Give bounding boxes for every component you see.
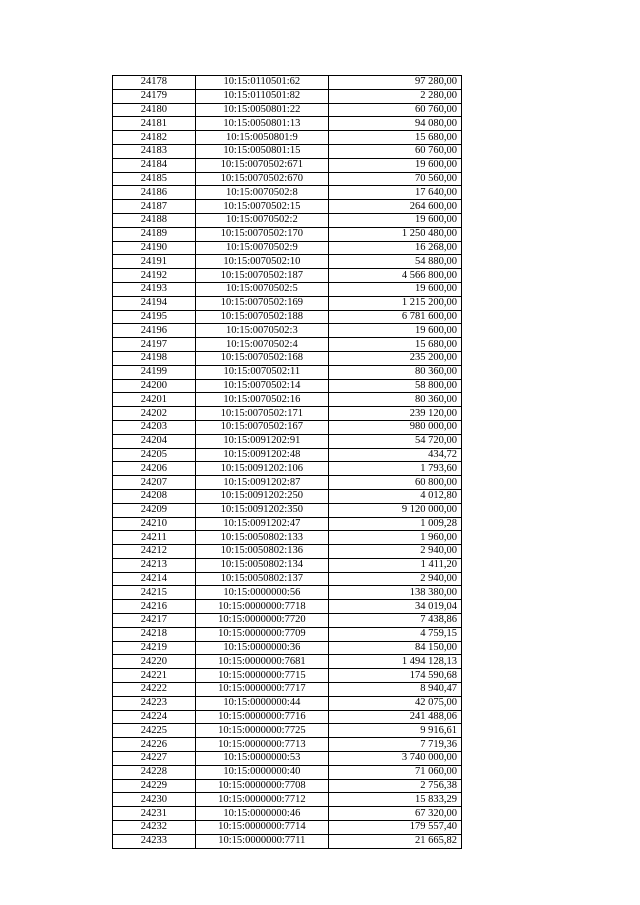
table-row [113, 807, 462, 821]
table-row [113, 158, 462, 172]
table-row [113, 117, 462, 131]
amount-cell: 54 880,00 [328, 255, 461, 269]
row-number-cell: 24191 [113, 255, 196, 269]
cadastral-number-cell: 10:15:0000000:46 [195, 807, 328, 821]
amount-cell: 15 680,00 [328, 338, 461, 352]
row-number-cell: 24211 [113, 531, 196, 545]
cadastral-number-cell: 10:15:0050802:136 [195, 545, 328, 559]
row-number-cell: 24212 [113, 545, 196, 559]
table-row [113, 213, 462, 227]
row-number-cell: 24227 [113, 752, 196, 766]
cadastral-value-table [112, 75, 462, 849]
amount-cell: 80 360,00 [328, 393, 461, 407]
row-number-cell: 24207 [113, 476, 196, 490]
cadastral-number-cell: 10:15:0091202:48 [195, 448, 328, 462]
row-number-cell: 24188 [113, 213, 196, 227]
row-number-cell: 24228 [113, 765, 196, 779]
amount-cell: 58 800,00 [328, 379, 461, 393]
table-row [113, 338, 462, 352]
table-row [113, 503, 462, 517]
table-row [113, 489, 462, 503]
table-row [113, 282, 462, 296]
row-number-cell: 24205 [113, 448, 196, 462]
table-row [113, 269, 462, 283]
cadastral-number-cell: 10:15:0000000:7714 [195, 821, 328, 835]
table-row [113, 821, 462, 835]
row-number-cell: 24180 [113, 103, 196, 117]
table-row [113, 241, 462, 255]
cadastral-number-cell: 10:15:0000000:7718 [195, 600, 328, 614]
amount-cell: 15 833,29 [328, 793, 461, 807]
cadastral-number-cell: 10:15:0070502:11 [195, 365, 328, 379]
amount-cell: 19 600,00 [328, 158, 461, 172]
row-number-cell: 24181 [113, 117, 196, 131]
cadastral-number-cell: 10:15:0050802:137 [195, 572, 328, 586]
amount-cell: 19 600,00 [328, 213, 461, 227]
amount-cell: 1 411,20 [328, 558, 461, 572]
table-row [113, 324, 462, 338]
table-row [113, 393, 462, 407]
row-number-cell: 24196 [113, 324, 196, 338]
cadastral-number-cell: 10:15:0070502:171 [195, 407, 328, 421]
table-row [113, 614, 462, 628]
amount-cell: 8 940,47 [328, 683, 461, 697]
row-number-cell: 24186 [113, 186, 196, 200]
table-row [113, 738, 462, 752]
table-row [113, 296, 462, 310]
table-row [113, 545, 462, 559]
row-number-cell: 24204 [113, 434, 196, 448]
cadastral-number-cell: 10:15:0070502:10 [195, 255, 328, 269]
cadastral-number-cell: 10:15:0091202:250 [195, 489, 328, 503]
row-number-cell: 24182 [113, 131, 196, 145]
amount-cell: 174 590,68 [328, 669, 461, 683]
row-number-cell: 24213 [113, 558, 196, 572]
table-row [113, 227, 462, 241]
row-number-cell: 24209 [113, 503, 196, 517]
table-row [113, 627, 462, 641]
row-number-cell: 24193 [113, 282, 196, 296]
table-row [113, 586, 462, 600]
cadastral-number-cell: 10:15:0050802:133 [195, 531, 328, 545]
row-number-cell: 24226 [113, 738, 196, 752]
table-row [113, 103, 462, 117]
row-number-cell: 24230 [113, 793, 196, 807]
cadastral-number-cell: 10:15:0070502:187 [195, 269, 328, 283]
table-row [113, 351, 462, 365]
amount-cell: 9 120 000,00 [328, 503, 461, 517]
table-row [113, 476, 462, 490]
row-number-cell: 24223 [113, 696, 196, 710]
row-number-cell: 24217 [113, 614, 196, 628]
cadastral-number-cell: 10:15:0000000:36 [195, 641, 328, 655]
table-row [113, 669, 462, 683]
row-number-cell: 24195 [113, 310, 196, 324]
table-row [113, 558, 462, 572]
amount-cell: 19 600,00 [328, 282, 461, 296]
cadastral-number-cell: 10:15:0070502:5 [195, 282, 328, 296]
cadastral-number-cell: 10:15:0000000:7715 [195, 669, 328, 683]
table-row [113, 834, 462, 848]
amount-cell: 34 019,04 [328, 600, 461, 614]
row-number-cell: 24194 [113, 296, 196, 310]
table-row [113, 434, 462, 448]
row-number-cell: 24231 [113, 807, 196, 821]
amount-cell: 264 600,00 [328, 200, 461, 214]
amount-cell: 60 800,00 [328, 476, 461, 490]
table-row [113, 365, 462, 379]
amount-cell: 60 760,00 [328, 103, 461, 117]
table-row [113, 531, 462, 545]
cadastral-number-cell: 10:15:0091202:350 [195, 503, 328, 517]
amount-cell: 21 665,82 [328, 834, 461, 848]
row-number-cell: 24185 [113, 172, 196, 186]
amount-cell: 97 280,00 [328, 76, 461, 90]
amount-cell: 4 566 800,00 [328, 269, 461, 283]
row-number-cell: 24225 [113, 724, 196, 738]
amount-cell: 1 009,28 [328, 517, 461, 531]
table-row [113, 793, 462, 807]
row-number-cell: 24199 [113, 365, 196, 379]
cadastral-number-cell: 10:15:0091202:106 [195, 462, 328, 476]
cadastral-number-cell: 10:15:0070502:3 [195, 324, 328, 338]
table-row [113, 752, 462, 766]
cadastral-number-cell: 10:15:0070502:671 [195, 158, 328, 172]
amount-cell: 6 781 600,00 [328, 310, 461, 324]
cadastral-number-cell: 10:15:0091202:47 [195, 517, 328, 531]
cadastral-number-cell: 10:15:0070502:670 [195, 172, 328, 186]
row-number-cell: 24187 [113, 200, 196, 214]
amount-cell: 138 380,00 [328, 586, 461, 600]
table-body [113, 76, 462, 849]
amount-cell: 54 720,00 [328, 434, 461, 448]
table-row [113, 200, 462, 214]
table-row [113, 724, 462, 738]
row-number-cell: 24202 [113, 407, 196, 421]
amount-cell: 16 268,00 [328, 241, 461, 255]
amount-cell: 7 719,36 [328, 738, 461, 752]
row-number-cell: 24197 [113, 338, 196, 352]
table-row [113, 255, 462, 269]
row-number-cell: 24221 [113, 669, 196, 683]
amount-cell: 67 320,00 [328, 807, 461, 821]
amount-cell: 94 080,00 [328, 117, 461, 131]
cadastral-number-cell: 10:15:0000000:56 [195, 586, 328, 600]
amount-cell: 1 215 200,00 [328, 296, 461, 310]
cadastral-number-cell: 10:15:0070502:9 [195, 241, 328, 255]
table-row [113, 131, 462, 145]
table-row [113, 462, 462, 476]
row-number-cell: 24224 [113, 710, 196, 724]
amount-cell: 1 250 480,00 [328, 227, 461, 241]
amount-cell: 2 940,00 [328, 572, 461, 586]
row-number-cell: 24208 [113, 489, 196, 503]
cadastral-number-cell: 10:15:0050801:9 [195, 131, 328, 145]
cadastral-number-cell: 10:15:0070502:167 [195, 420, 328, 434]
row-number-cell: 24222 [113, 683, 196, 697]
cadastral-number-cell: 10:15:0000000:7716 [195, 710, 328, 724]
amount-cell: 179 557,40 [328, 821, 461, 835]
amount-cell: 1 960,00 [328, 531, 461, 545]
row-number-cell: 24201 [113, 393, 196, 407]
amount-cell: 15 680,00 [328, 131, 461, 145]
table-row [113, 779, 462, 793]
cadastral-number-cell: 10:15:0000000:7725 [195, 724, 328, 738]
table-row [113, 144, 462, 158]
amount-cell: 71 060,00 [328, 765, 461, 779]
amount-cell: 84 150,00 [328, 641, 461, 655]
table-row [113, 765, 462, 779]
cadastral-number-cell: 10:15:0070502:168 [195, 351, 328, 365]
row-number-cell: 24203 [113, 420, 196, 434]
row-number-cell: 24233 [113, 834, 196, 848]
row-number-cell: 24210 [113, 517, 196, 531]
amount-cell: 434,72 [328, 448, 461, 462]
amount-cell: 235 200,00 [328, 351, 461, 365]
amount-cell: 42 075,00 [328, 696, 461, 710]
cadastral-number-cell: 10:15:0110501:62 [195, 76, 328, 90]
cadastral-number-cell: 10:15:0070502:2 [195, 213, 328, 227]
amount-cell: 2 940,00 [328, 545, 461, 559]
table-row [113, 683, 462, 697]
cadastral-number-cell: 10:15:0000000:7681 [195, 655, 328, 669]
cadastral-number-cell: 10:15:0110501:82 [195, 89, 328, 103]
table-row [113, 641, 462, 655]
table-row [113, 710, 462, 724]
row-number-cell: 24215 [113, 586, 196, 600]
amount-cell: 9 916,61 [328, 724, 461, 738]
table-row [113, 696, 462, 710]
cadastral-number-cell: 10:15:0050801:22 [195, 103, 328, 117]
row-number-cell: 24184 [113, 158, 196, 172]
table-row [113, 420, 462, 434]
amount-cell: 17 640,00 [328, 186, 461, 200]
cadastral-number-cell: 10:15:0070502:8 [195, 186, 328, 200]
amount-cell: 4 012,80 [328, 489, 461, 503]
amount-cell: 19 600,00 [328, 324, 461, 338]
row-number-cell: 24178 [113, 76, 196, 90]
amount-cell: 980 000,00 [328, 420, 461, 434]
row-number-cell: 24189 [113, 227, 196, 241]
cadastral-number-cell: 10:15:0070502:15 [195, 200, 328, 214]
cadastral-number-cell: 10:15:0000000:40 [195, 765, 328, 779]
table-row [113, 379, 462, 393]
cadastral-number-cell: 10:15:0070502:170 [195, 227, 328, 241]
row-number-cell: 24220 [113, 655, 196, 669]
amount-cell: 3 740 000,00 [328, 752, 461, 766]
row-number-cell: 24192 [113, 269, 196, 283]
row-number-cell: 24206 [113, 462, 196, 476]
cadastral-number-cell: 10:15:0070502:169 [195, 296, 328, 310]
amount-cell: 7 438,86 [328, 614, 461, 628]
cadastral-number-cell: 10:15:0070502:16 [195, 393, 328, 407]
row-number-cell: 24190 [113, 241, 196, 255]
amount-cell: 60 760,00 [328, 144, 461, 158]
cadastral-number-cell: 10:15:0091202:91 [195, 434, 328, 448]
cadastral-number-cell: 10:15:0000000:44 [195, 696, 328, 710]
table-row [113, 600, 462, 614]
amount-cell: 4 759,15 [328, 627, 461, 641]
row-number-cell: 24216 [113, 600, 196, 614]
table-row [113, 517, 462, 531]
table-row [113, 572, 462, 586]
row-number-cell: 24229 [113, 779, 196, 793]
table-row [113, 310, 462, 324]
table-row [113, 186, 462, 200]
row-number-cell: 24214 [113, 572, 196, 586]
amount-cell: 239 120,00 [328, 407, 461, 421]
cadastral-number-cell: 10:15:0070502:14 [195, 379, 328, 393]
amount-cell: 241 488,06 [328, 710, 461, 724]
amount-cell: 1 494 128,13 [328, 655, 461, 669]
row-number-cell: 24179 [113, 89, 196, 103]
row-number-cell: 24218 [113, 627, 196, 641]
cadastral-number-cell: 10:15:0000000:7717 [195, 683, 328, 697]
cadastral-number-cell: 10:15:0000000:7708 [195, 779, 328, 793]
cadastral-number-cell: 10:15:0070502:188 [195, 310, 328, 324]
row-number-cell: 24219 [113, 641, 196, 655]
cadastral-number-cell: 10:15:0000000:7711 [195, 834, 328, 848]
row-number-cell: 24200 [113, 379, 196, 393]
cadastral-number-cell: 10:15:0050802:134 [195, 558, 328, 572]
table-row [113, 655, 462, 669]
amount-cell: 1 793,60 [328, 462, 461, 476]
cadastral-number-cell: 10:15:0000000:53 [195, 752, 328, 766]
table-row [113, 448, 462, 462]
table-row [113, 172, 462, 186]
amount-cell: 80 360,00 [328, 365, 461, 379]
row-number-cell: 24198 [113, 351, 196, 365]
amount-cell: 70 560,00 [328, 172, 461, 186]
row-number-cell: 24183 [113, 144, 196, 158]
cadastral-number-cell: 10:15:0000000:7720 [195, 614, 328, 628]
amount-cell: 2 756,38 [328, 779, 461, 793]
cadastral-number-cell: 10:15:0050801:13 [195, 117, 328, 131]
cadastral-number-cell: 10:15:0050801:15 [195, 144, 328, 158]
cadastral-number-cell: 10:15:0000000:7713 [195, 738, 328, 752]
cadastral-number-cell: 10:15:0091202:87 [195, 476, 328, 490]
cadastral-number-cell: 10:15:0000000:7712 [195, 793, 328, 807]
amount-cell: 2 280,00 [328, 89, 461, 103]
table-row [113, 407, 462, 421]
row-number-cell: 24232 [113, 821, 196, 835]
table-row [113, 76, 462, 90]
cadastral-number-cell: 10:15:0000000:7709 [195, 627, 328, 641]
table-row [113, 89, 462, 103]
cadastral-number-cell: 10:15:0070502:4 [195, 338, 328, 352]
